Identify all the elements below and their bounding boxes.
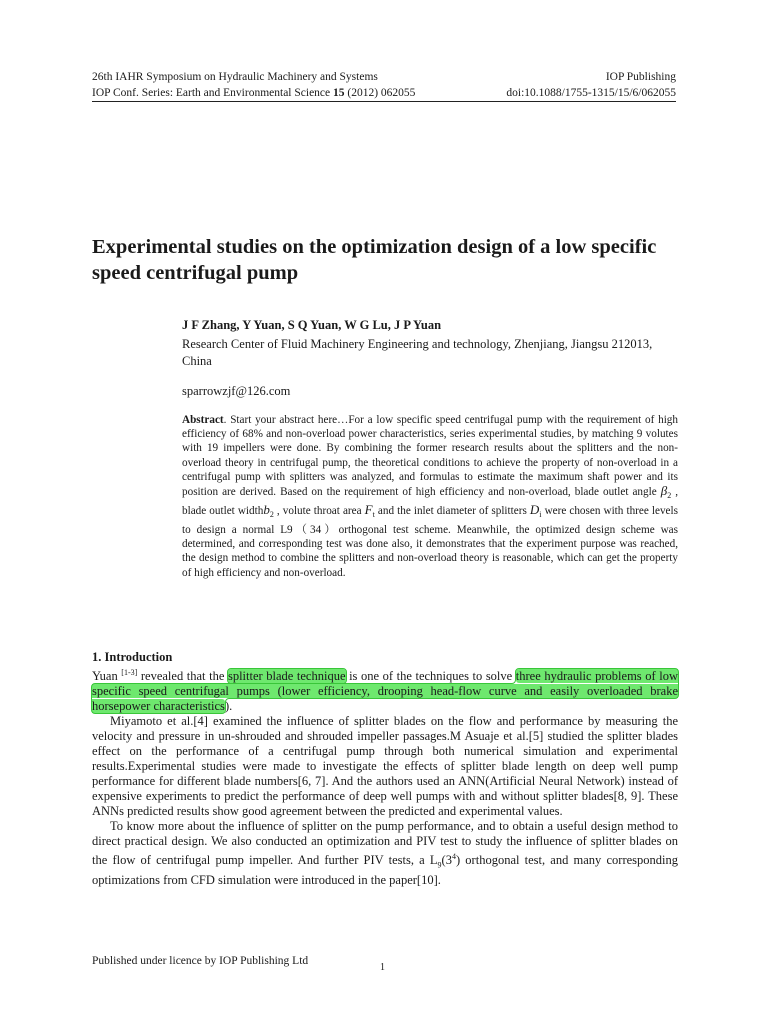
d-symbol: D	[529, 502, 540, 518]
intro-paragraph-1	[92, 665, 678, 714]
abstract-text-3: , volute throat area	[273, 505, 365, 518]
abstract-text-2: , blade outlet width	[182, 486, 678, 518]
b-subscript: 2	[269, 510, 274, 520]
abstract-label: Abstract	[182, 414, 224, 426]
highlight-hydraulic-problems[interactable]: three hydraulic problems of low specific speed centrifugal pumps (lower efficiency, drooping head-flow curve and easily overloaded brake horsepower characteristics	[92, 669, 678, 714]
abstract-text-4: and the inlet diameter of splitters	[374, 505, 530, 518]
intro-text: (3	[441, 853, 452, 868]
f-symbol: F	[364, 502, 373, 518]
paper-title: Experimental studies on the optimization design of a low specific speed centrifugal pump	[92, 236, 657, 284]
highlight-splitter-technique[interactable]: splitter blade technique	[227, 669, 346, 684]
intro-text: Yuan	[92, 669, 122, 684]
beta-symbol: β	[660, 483, 668, 499]
licence-footer: Published under licence by IOP Publishing Ltd	[92, 955, 309, 967]
page-number: 1	[380, 962, 385, 973]
beta-subscript: 2	[667, 491, 672, 501]
citation-ref: [1-3]	[121, 668, 138, 677]
superscript: 4	[451, 852, 456, 862]
intro-paragraph-2: Miyamoto et al.[4] examined the influence of splitter blades on the flow and performance by measuring the velocity and pressure in un-shrouded and shrouded impeller passages.M Asuaje et al.[5] studied the splitter blades effect on the performance of a centrifugal pump through both numerical simulation and experimental results.Experimental studies were made to investigate the effects of splitter blade length on deep well pump performance for different blade numbers[6, 7]. And the authors used an ANN(Artificial Neural Network) instead of expensive experiments to predict the performance of deep well pumps with and without splitter blades[8, 9]. These ANNs predicted results show good agreement between the predicted and experimental values.	[92, 714, 678, 819]
intro-text: ) orthogonal test, and many corresponding optimizations from CFD simulation were introduced in the paper[10].	[92, 853, 678, 887]
running-header-line-2	[92, 86, 676, 100]
author-list: J F Zhang, Y Yuan, S Q Yuan, W G Lu, J P Yuan	[182, 318, 442, 332]
running-header-line-1	[92, 70, 676, 84]
intro-text: To know more about the influence of splitter on the pump performance, and to obtain a useful design method to direct practical design. We also conducted an optimization and PIV test to study the influence of splitter blades on the flow of centrifugal pump impeller. And further PIV tests, a L	[92, 819, 678, 868]
doi[interactable]: doi:10.1088/1755-1315/15/6/062055	[506, 87, 676, 99]
abstract-text-5: were chosen with three levels to design a normal L9（34）orthogonal test scheme. Meanwhile, the optimized design scheme was determined, and corresponding test was done also, it demonstrates that the experiment purpose was reached, the design method to combine the splitters and non-overload theory is reasonable, which can get the property of high efficiency and non-overload.	[182, 505, 678, 579]
abstract	[182, 413, 678, 580]
publisher-name: IOP Publishing	[605, 71, 676, 83]
d-subscript: i	[539, 510, 542, 520]
affiliation: Research Center of Fluid Machinery Engineering and technology, Zhenjiang, Jiangsu 212013, China	[182, 337, 653, 368]
intro-text: ).	[224, 699, 233, 714]
volume-number: 15	[333, 87, 345, 99]
intro-paragraph-3	[92, 819, 678, 888]
intro-text: revealed that the	[137, 669, 228, 684]
header-rule	[92, 101, 676, 102]
intro-text: is one of the techniques to solve	[345, 669, 516, 684]
section-heading: 1. Introduction	[92, 650, 173, 664]
author-email[interactable]: sparrowzjf@126.com	[182, 384, 291, 398]
b-symbol: b	[263, 502, 270, 518]
series-suffix: (2012) 062055	[344, 87, 416, 99]
subscript: 9	[437, 860, 442, 870]
introduction-section	[92, 650, 678, 888]
conference-name: 26th IAHR Symposium on Hydraulic Machinery and Systems	[92, 71, 378, 83]
f-subscript: t	[372, 510, 375, 520]
abstract-text-1: . Start your abstract here…For a low specific speed centrifugal pump with the requirement of high efficiency of 68% and non-overload power characteristics, series experimental studies, by matching 9 volutes with 19 impellers were done. By combining the former research results about the splitters and the non-overload theory in centrifugal pump, the theoretical conditions to achieve the property of non-overload in a centrifugal pump with splitters was analyzed, and formulas to estimate the maximum shaft power and its position are derived. Based on the requirement of high efficiency and non-overload, blade outlet angle	[182, 414, 678, 499]
series-citation	[92, 87, 415, 99]
series-prefix: IOP Conf. Series: Earth and Environmental Science	[92, 87, 334, 99]
